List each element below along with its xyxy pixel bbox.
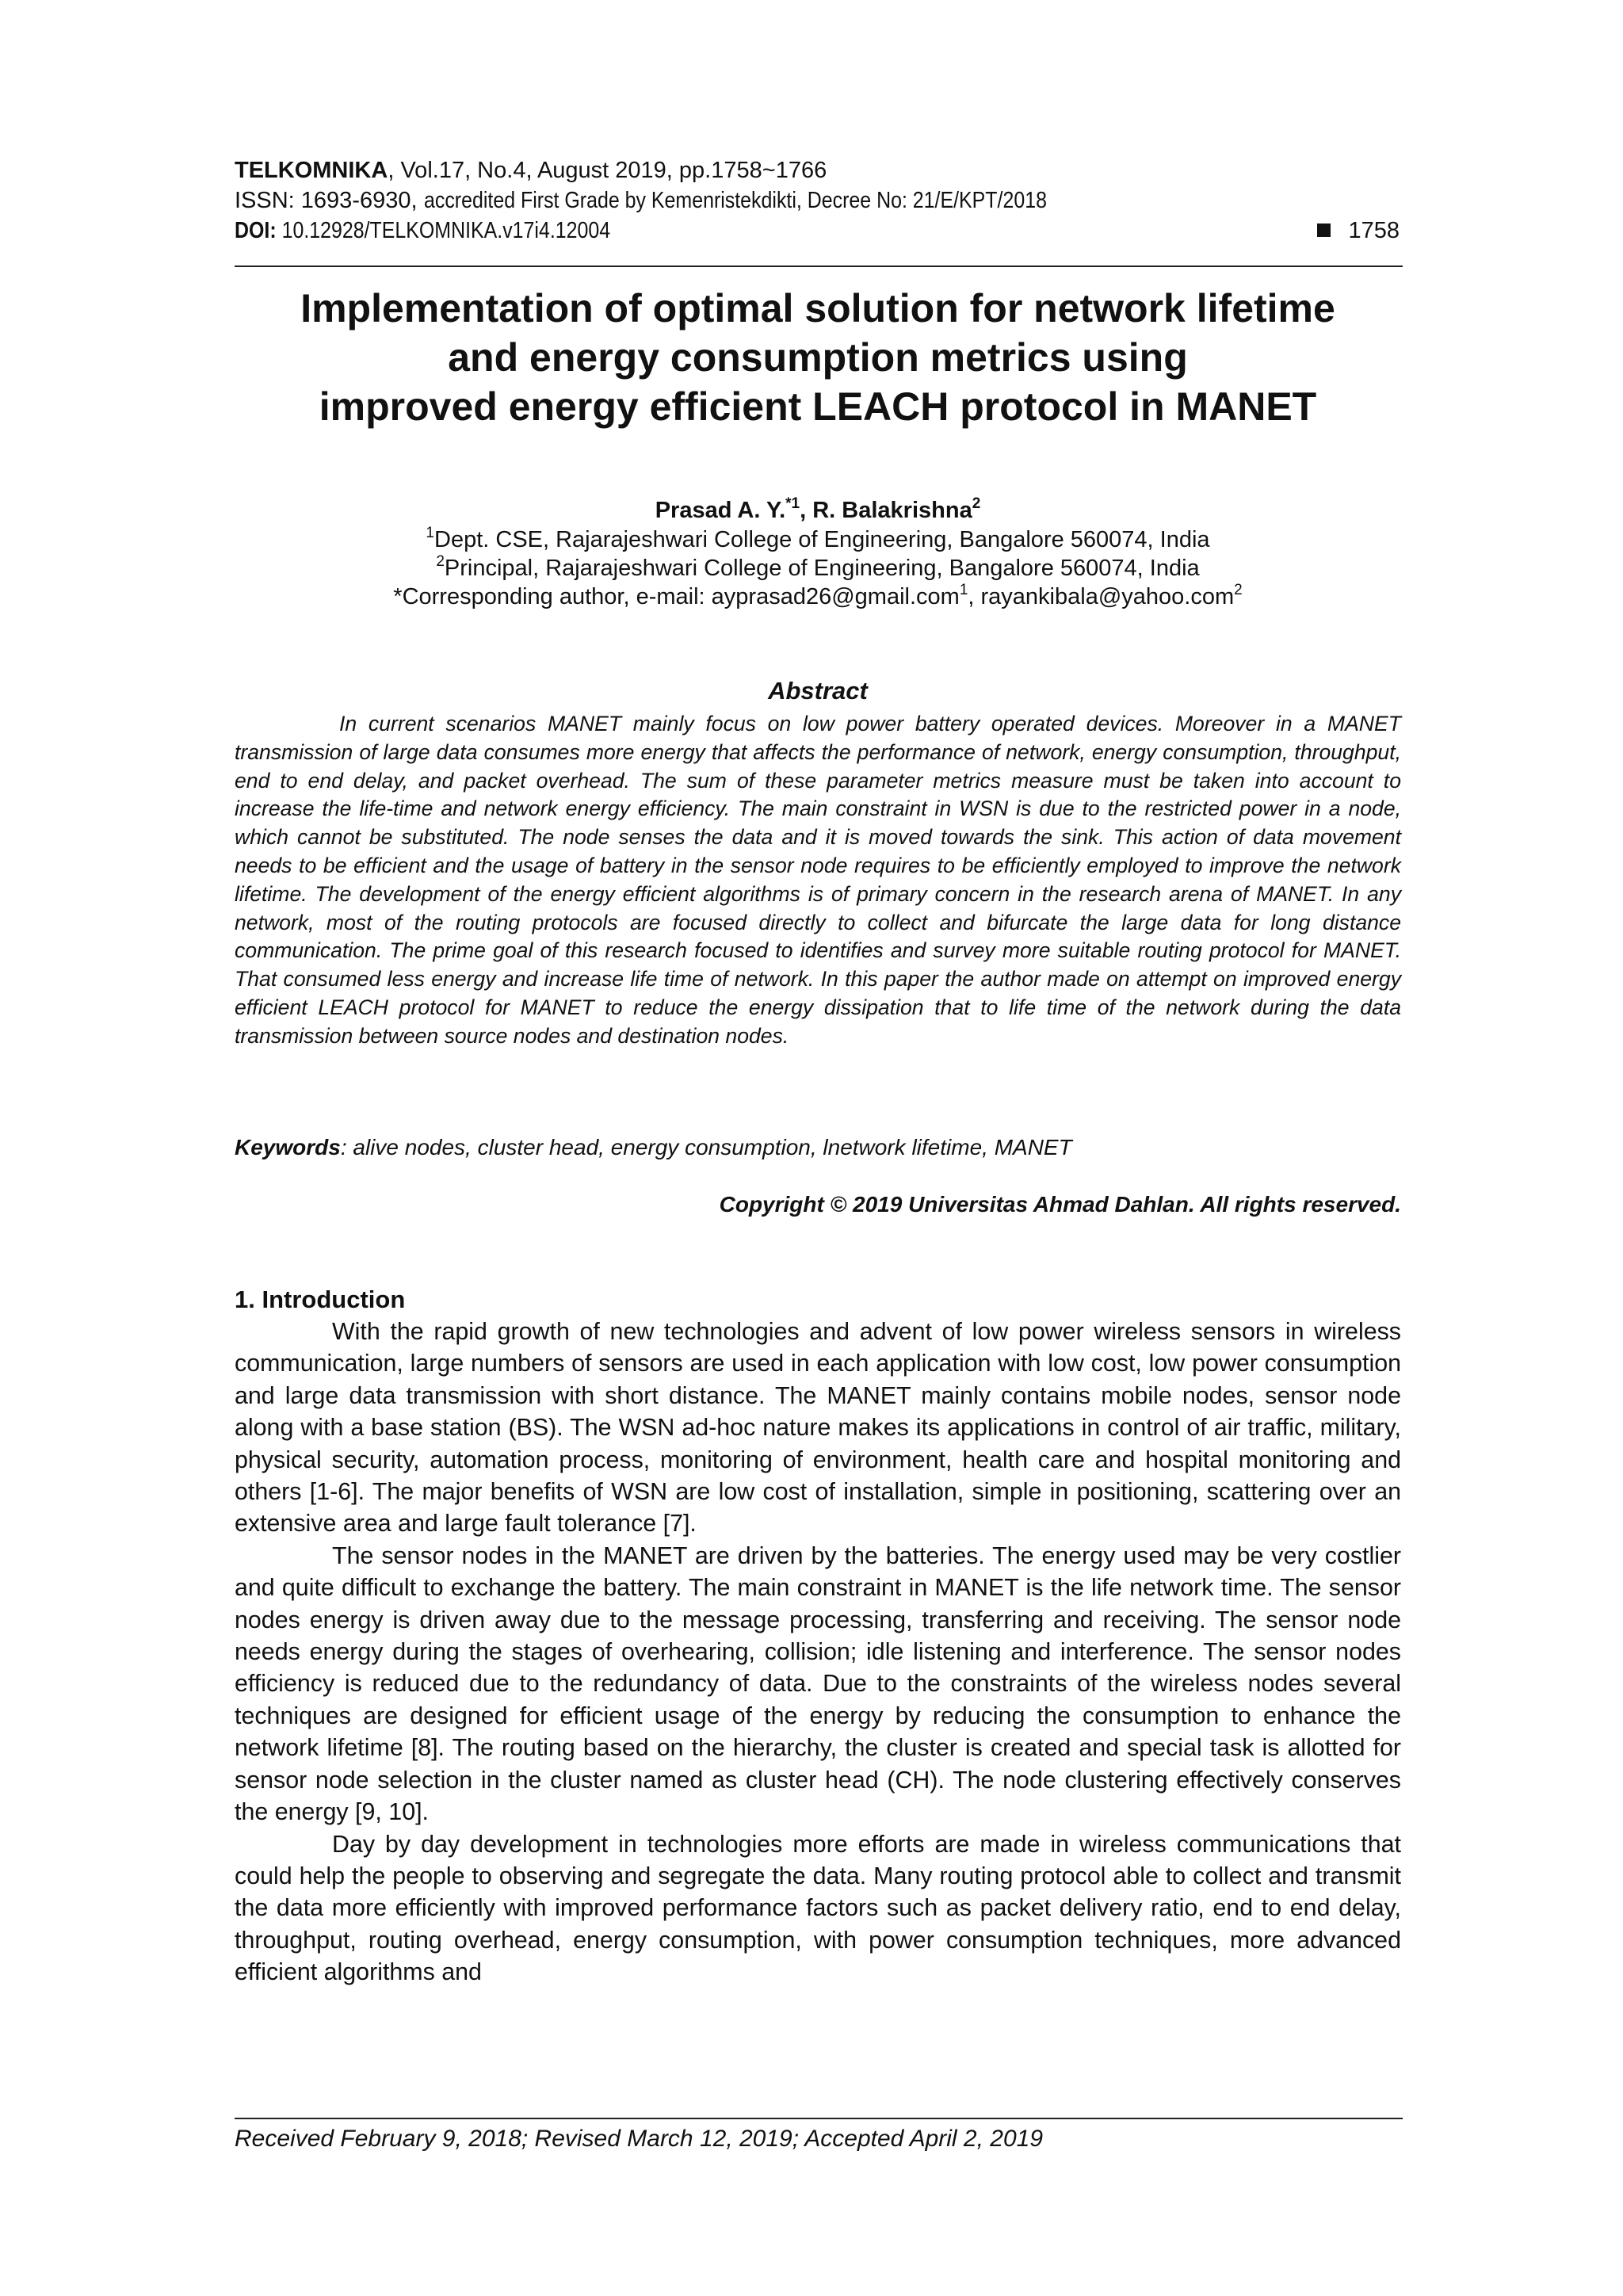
corresponding-email-1: *Corresponding author, e-mail: ayprasad26@gmail.com: [393, 584, 960, 609]
received-dates: Received February 9, 2018; Revised March 12, 2019; Accepted April 2, 2019: [235, 2126, 1044, 2152]
author-2-sup: 2: [972, 495, 981, 512]
journal-name: TELKOMNIKA: [235, 158, 388, 183]
paragraph-1: With the rapid growth of new technologies and advent of low power wireless sensors in wireless communication, large numbers of sensors are used in each application with low cost, low power consumption and large data transmission with short distance. The MANET mainly contains mobile nodes, sensor node along with a base station (BS). The WSN ad-hoc nature makes its applications in control of air traffic, military, physical security, automation process, monitoring of environment, health care and hospital monitoring and others [1-6]. The major benefits of WSN are low cost of installation, simple in positioning, scattering over an extensive area and large fault tolerance [7].: [235, 1318, 1401, 1538]
author-block: [235, 496, 1401, 611]
keywords-text: : alive nodes, cluster head, energy consumption, lnetwork lifetime, MANET: [340, 1135, 1072, 1159]
doi-value: 10.12928/TELKOMNIKA.v17i4.12004: [276, 218, 611, 243]
abstract-heading: Abstract: [768, 677, 868, 705]
page-number-text: 1758: [1348, 218, 1400, 243]
corresponding-sup-1: 1: [959, 582, 968, 598]
section-heading: 1. Introduction: [235, 1286, 406, 1313]
corresponding-email-2: , rayankibala@yahoo.com: [968, 584, 1235, 609]
author-1-name: Prasad A. Y.: [655, 498, 786, 523]
copyright-notice: Copyright © 2019 Universitas Ahmad Dahlan. All rights reserved.: [719, 1192, 1401, 1217]
journal-issue: , Vol.17, No.4, August 2019, pp.1758~1766: [388, 158, 827, 183]
affiliation-1-sup: 1: [426, 525, 434, 541]
affiliation-1-text: Dept. CSE, Rajarajeshwari College of Engineering, Bangalore 560074, India: [434, 527, 1210, 552]
issn-line: [235, 185, 1401, 216]
affiliation-1: [235, 525, 1401, 554]
title-line-3: improved energy efficient LEACH protocol in MANET: [319, 384, 1317, 429]
paragraph-3: Day by day development in technologies more efforts are made in wireless communications that could help the people to observing and segregate the data. Many routing protocol able to collect and transmit the data more efficiently with improved performance factors such as packet delivery ratio, end to end delay, throughput, routing overhead, energy consumption, with power consumption techniques, more advanced efficient algorithms and: [235, 1830, 1401, 1986]
affiliation-2-text: Principal, Rajarajeshwari College of Engineering, Bangalore 560074, India: [444, 556, 1200, 581]
doi-line: [235, 216, 1401, 246]
affiliation-2: [235, 554, 1401, 583]
keywords-label: Keywords: [235, 1135, 341, 1159]
keywords: [235, 1135, 1401, 1160]
accreditation: accredited First Grade by Kemenristekdikti, Decree No: 21/E/KPT/2018: [423, 188, 1047, 213]
author-separator: ,: [800, 498, 813, 523]
page-number: [1317, 216, 1400, 246]
paper-title: [235, 284, 1401, 431]
author-2-name: R. Balakrishna: [812, 498, 972, 523]
header-rule: [235, 266, 1403, 267]
corresponding-sup-2: 2: [1234, 582, 1243, 598]
title-line-2: and energy consumption metrics using: [448, 335, 1188, 380]
doi-label: DOI:: [235, 218, 277, 243]
section-body: [235, 1316, 1401, 1988]
footer-rule: [235, 2118, 1403, 2119]
running-header: [235, 155, 1401, 246]
title-line-1: Implementation of optimal solution for network lifetime: [300, 286, 1335, 330]
corresponding-author: [235, 583, 1401, 611]
journal-line: [235, 155, 1401, 185]
author-names: [235, 496, 1401, 525]
author-1-sup: *1: [785, 495, 800, 512]
affiliation-2-sup: 2: [436, 553, 445, 570]
issn: ISSN: 1693-6930,: [235, 188, 424, 213]
abstract-text: In current scenarios MANET mainly focus on low power battery operated devices. Moreover in a MANET transmission of large data consumes more energy that affects the performance of network, energy consumption, throughput, end to end delay, and packet overhead. The sum of these parameter metrics measure must be taken into account to increase the life-time and network energy efficiency. The main constraint in WSN is due to the restricted power in a node, which cannot be substituted. The node senses the data and it is moved towards the sink. This action of data movement needs to be efficient and the usage of battery in the sensor node requires to be efficiently employed to improve the network lifetime. The development of the energy efficient algorithms is of primary concern in the research arena of MANET. In any network, most of the routing protocols are focused directly to collect and bifurcate the large data for long distance communication. The prime goal of this research focused to identifies and survey more suitable routing protocol for MANET. That consumed less energy and increase life time of network. In this paper the author made on attempt on improved energy efficient LEACH protocol for MANET to reduce the energy dissipation that to life time of the network during the data transmission between source nodes and destination nodes.: [235, 712, 1401, 1048]
square-bullet-icon: [1317, 223, 1331, 237]
paragraph-2: The sensor nodes in the MANET are driven by the batteries. The energy used may be very costlier and quite difficult to exchange the battery. The main constraint in MANET is the life network time. The sensor nodes energy is driven away due to the message processing, transferring and receiving. The sensor node needs energy during the stages of overhearing, collision; idle listening and interference. The sensor nodes efficiency is reduced due to the redundancy of data. Due to the constraints of the wireless nodes several techniques are designed for efficient usage of the energy by reducing the consumption to enhance the network lifetime [8]. The routing based on the hierarchy, the cluster is created and special task is allotted for sensor node selection in the cluster named as cluster head (CH). The node clustering effectively conserves the energy [9, 10].: [235, 1541, 1401, 1826]
